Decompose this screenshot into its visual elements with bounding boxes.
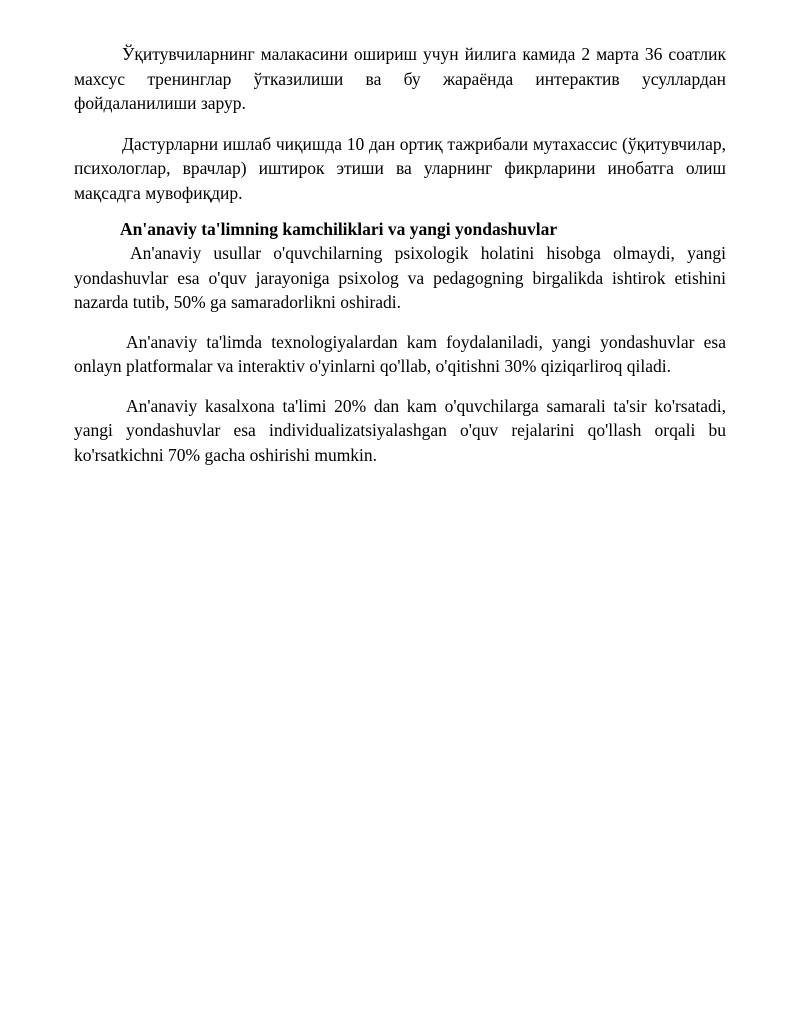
paragraph-technology-use: An'anaviy ta'limda texnologiyalardan kam foydalaniladi, yangi yondashuvlar esa onlayn platformalar va interaktiv o'yinlarni qo'llab, o'qitishni 30% qiziqarliroq qiladi. xyxy=(74,331,726,376)
paragraph-psychological-approach: An'anaviy usullar o'quvchilarning psixologik holatini hisobga olmaydi, yangi yondashuvlar esa o'quv jarayoniga psixolog va pedagogning birgalikda ishtirok etishini nazarda tutib, 50% ga samaradorlikni oshiradi. xyxy=(74,243,726,312)
document-body xyxy=(74,42,726,467)
section-heading: An'anaviy ta'limning kamchiliklari va yangi yondashuvlar xyxy=(120,219,558,239)
paragraph-program-development: Дастурларни ишлаб чиқишда 10 дан ортиқ тажрибали мутахассис (ўқитувчилар, психологлар, врачлар) иштирок этиши ва уларнинг фикрларини инобатга олиш мақсадга мувофиқдир. xyxy=(74,133,726,203)
paragraph-individualized-plans: An'anaviy kasalxona ta'limi 20% dan kam o'quvchilarga samarali ta'sir ko'rsatadi, yangi yondashuvlar esa individualizatsiyalashgan o'quv rejalarini qo'llash orqali bu ko'rsatkichni 70% gacha oshirishi mumkin. xyxy=(74,395,726,465)
paragraph-teacher-training: Ўқитувчиларнинг малакасини ошириш учун йилига камида 2 марта 36 соатлик махсус тренинглар ўтказилиши ва бу жараёнда интерактив усуллардан фойдаланилиши зарур. xyxy=(74,44,726,113)
